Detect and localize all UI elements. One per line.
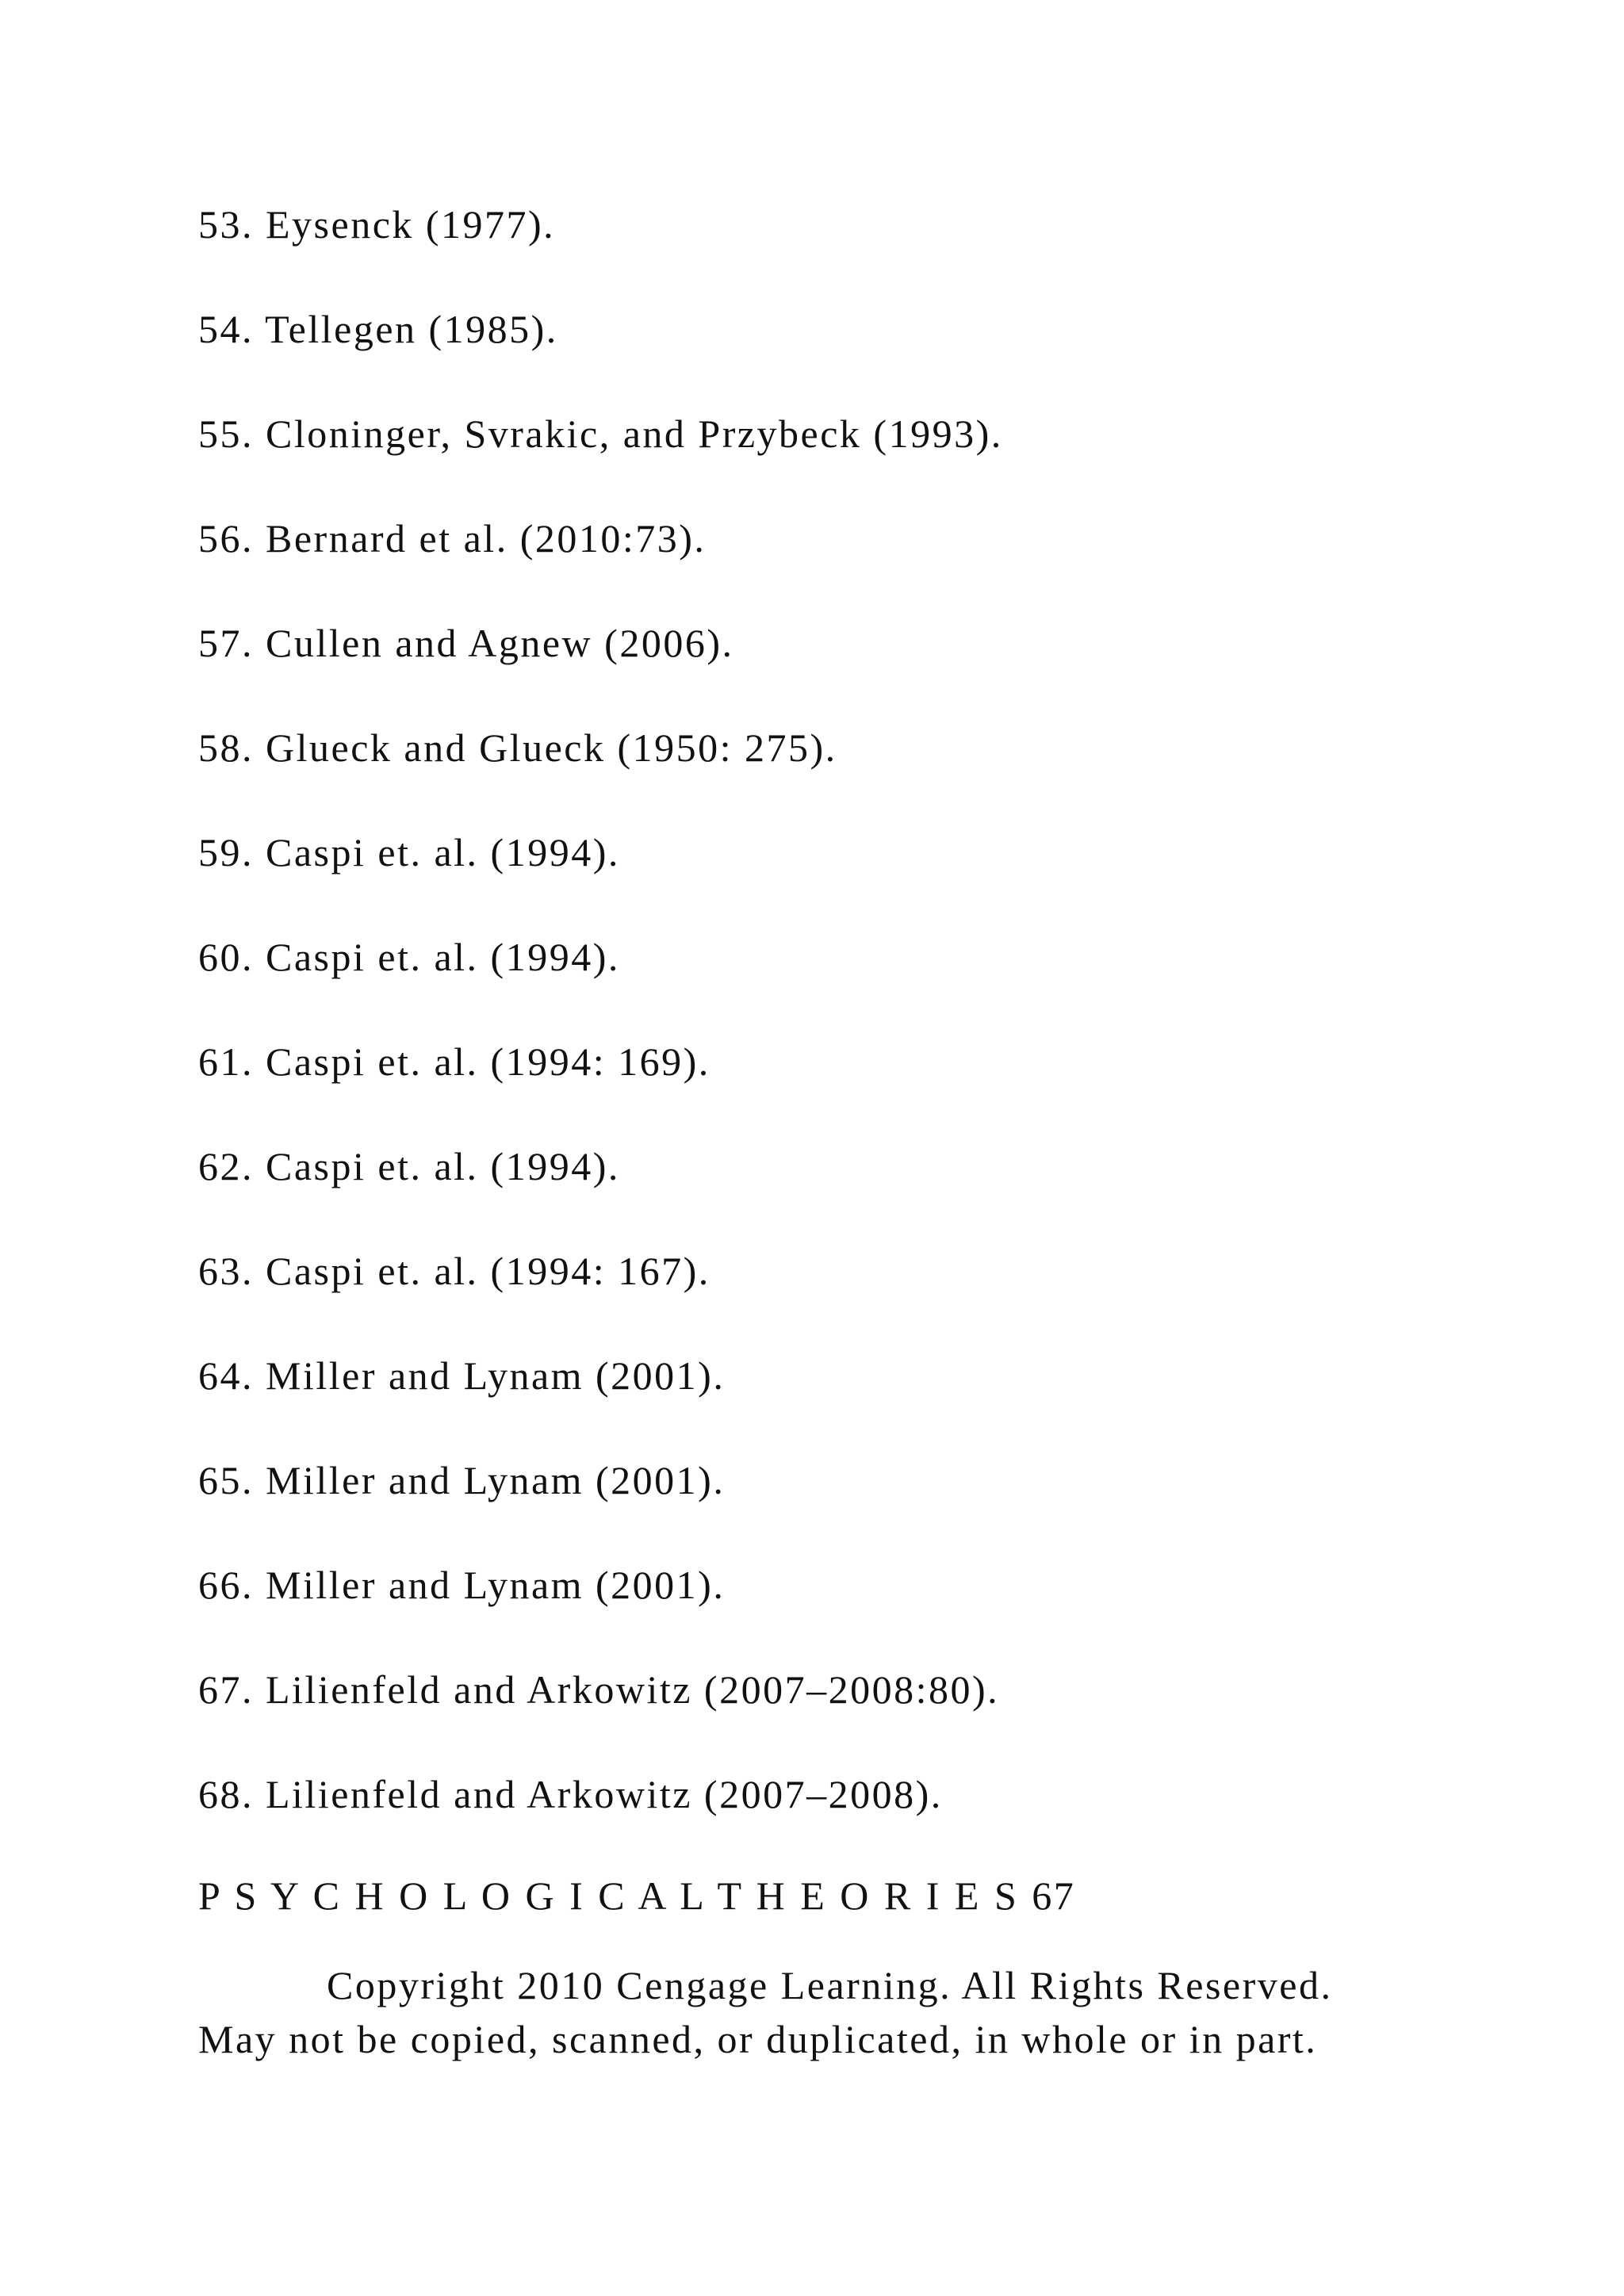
copyright-notice [198,1958,1332,2066]
endnote-60: 60. Caspi et. al. (1994). [198,935,620,979]
endnote-53: 53. Eysenck (1977). [198,202,556,247]
endnotes-list [198,189,1003,1863]
running-head: P S Y C H O L O G I C A L T H E O R I E S 67 [198,1873,1076,1918]
copyright-line-2: May not be copied, scanned, or duplicated, in whole or in part. [198,2017,1318,2061]
endnote-55: 55. Cloninger, Svrakic, and Przybeck (1993). [198,411,1003,456]
endnote-62: 62. Caspi et. al. (1994). [198,1144,620,1188]
endnote-54: 54. Tellegen (1985). [198,307,558,351]
endnote-68: 68. Lilienfeld and Arkowitz (2007–2008). [198,1772,943,1816]
endnote-64: 64. Miller and Lynam (2001). [198,1353,726,1398]
endnote-58: 58. Glueck and Glueck (1950: 275). [198,725,837,770]
endnote-56: 56. Bernard et al. (2010:73). [198,516,707,561]
endnote-66: 66. Miller and Lynam (2001). [198,1563,726,1607]
endnote-61: 61. Caspi et. al. (1994: 169). [198,1039,710,1084]
copyright-line-1: Copyright 2010 Cengage Learning. All Rights Reserved. [327,1963,1333,2007]
endnote-65: 65. Miller and Lynam (2001). [198,1458,726,1502]
endnote-59: 59. Caspi et. al. (1994). [198,830,620,874]
endnote-57: 57. Cullen and Agnew (2006). [198,621,734,665]
endnote-63: 63. Caspi et. al. (1994: 167). [198,1249,710,1293]
endnote-67: 67. Lilienfeld and Arkowitz (2007–2008:80). [198,1667,1000,1712]
